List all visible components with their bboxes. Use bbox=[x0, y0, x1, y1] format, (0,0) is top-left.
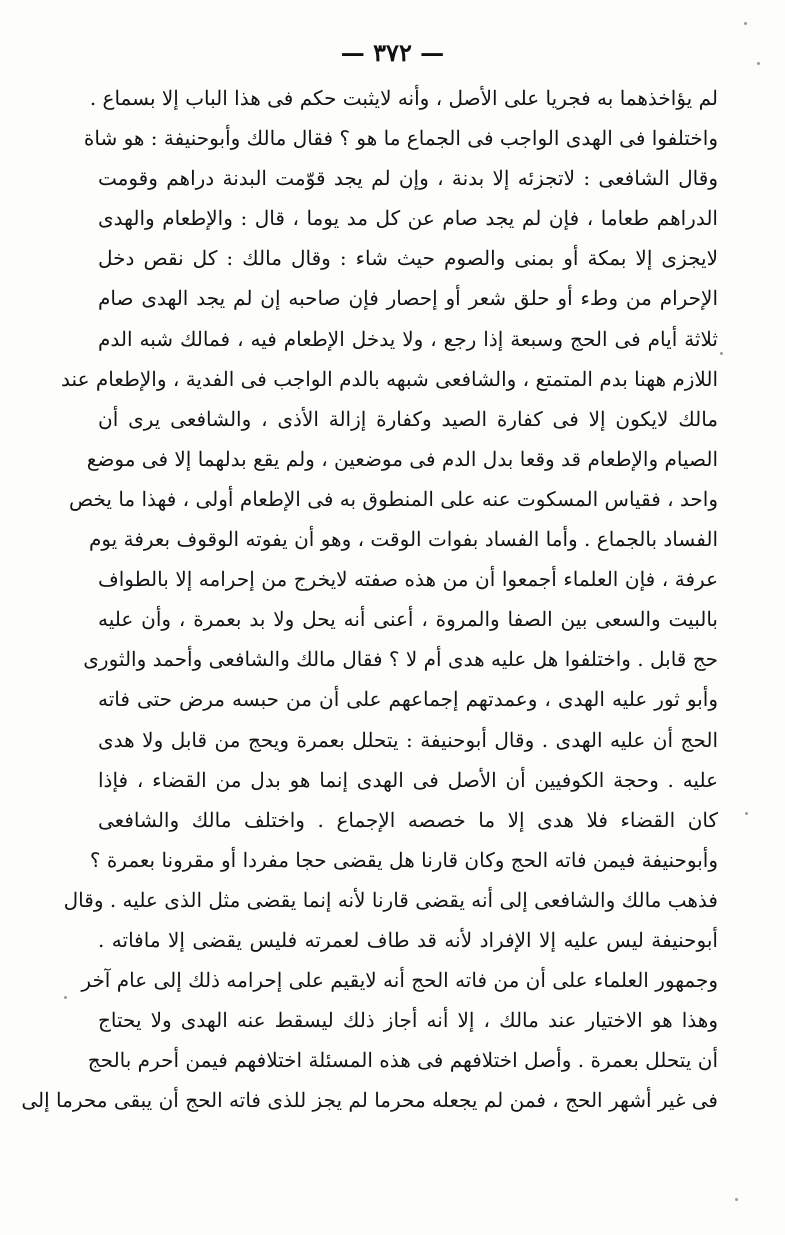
text-line: واحد ، فقياس المسكوت عنه على المنطوق به فى الإطعام أولى ، فهذا ما يخص bbox=[68, 486, 718, 511]
text-line: وأبو ثور عليه الهدى ، وعمدتهم إجماعهم على أن من حبسه مرض حتى فاته bbox=[98, 687, 718, 712]
text-line: لم يؤاخذهما به فجريا على الأصل ، وأنه لايثبت حكم فى هذا الباب إلا بسماع . bbox=[89, 86, 718, 110]
text-line: أبوحنيفة ليس عليه إلا الإفراد لأنه قد طاف لعمرته فليس يقضى إلا مافاته . bbox=[98, 927, 718, 952]
text-line: فى غير أشهر الحج ، فمن لم يجعله محرما لم يجز للذى فاته الحج أن يبقى محرما إلى bbox=[21, 1088, 718, 1113]
text-line: فذهب مالك والشافعى إلى أنه يقضى قارنا لأنه إنما يقضى مثل الذى عليه . وقال bbox=[63, 887, 718, 912]
text-line: وقال الشافعى : لاتجزئه إلا بدنة ، وإن لم يجد قوّمت البدنة دراهم وقومت bbox=[98, 166, 718, 191]
text-line: الدراهم طعاما ، فإن لم يجد صام عن كل مد يوما ، قال : والإطعام والهدى bbox=[98, 206, 718, 231]
scan-speck bbox=[757, 62, 760, 65]
text-line: اللازم ههنا بدم المتمتع ، والشافعى شبهه بالدم الواجب فى الفدية ، والإطعام عند bbox=[61, 366, 718, 391]
text-line: أن يتحلل بعمرة . وأصل اختلافهم فى هذه المسئلة اختلافهم فيمن أحرم بالحج bbox=[87, 1048, 718, 1073]
text-line: الحج أن عليه الهدى . وقال أبوحنيفة : يتحلل بعمرة ويحج من قابل ولا هدى bbox=[98, 727, 718, 752]
page-body-text bbox=[21, 78, 718, 1120]
text-line: واختلفوا فى الهدى الواجب فى الجماع ما هو ؟ فقال مالك وأبوحنيفة : هو شاة bbox=[83, 126, 718, 151]
scan-speck bbox=[64, 996, 67, 999]
text-line: وأبوحنيفة فيمن فاته الحج وكان قارنا هل يقضى حجا مفردا أو مقرونا بعمرة ؟ bbox=[89, 847, 718, 872]
text-line: كان القضاء فلا هدى إلا ما خصصه الإجماع . واختلف مالك والشافعى bbox=[98, 807, 718, 832]
text-line: لايجزى إلا بمكة أو بمنى والصوم حيث شاء : وقال مالك : كل نقص دخل bbox=[98, 246, 718, 271]
text-line: بالبيت والسعى بين الصفا والمروة ، أعنى أنه يحل ولا بد بعمرة ، وأن عليه bbox=[98, 607, 718, 632]
text-line: عرفة ، فإن العلماء أجمعوا أن من هذه صفته لايخرج من إحرامه إلا بالطواف bbox=[98, 567, 718, 592]
scan-speck bbox=[735, 1198, 738, 1201]
text-line: وهذا هو الاختيار عند مالك ، إلا أنه أجاز ذلك ليسقط عنه الهدى ولا يحتاج bbox=[98, 1008, 718, 1033]
page-number: — ٣٧٢ — bbox=[340, 38, 445, 67]
scan-speck bbox=[745, 812, 748, 815]
text-line: ثلاثة أيام فى الحج وسبعة إذا رجع ، ولا يدخل الإطعام فيه ، فمالك شبه الدم bbox=[98, 326, 718, 351]
scan-speck bbox=[744, 22, 747, 25]
text-line: عليه . وحجة الكوفيين أن الأصل فى الهدى إنما هو بدل من القضاء ، فإذا bbox=[98, 767, 718, 792]
scan-speck bbox=[720, 352, 723, 355]
text-line: مالك لايكون إلا فى كفارة الصيد وكفارة إزالة الأذى ، والشافعى يرى أن bbox=[98, 406, 718, 431]
text-line: الإحرام من وطء أو حلق شعر أو إحصار فإن صاحبه إن لم يجد الهدى صام bbox=[98, 286, 718, 311]
text-line: الفساد بالجماع . وأما الفساد بفوات الوقت ، وهو أن يفوته الوقوف بعرفة يوم bbox=[88, 527, 718, 552]
text-line: وجمهور العلماء على أن من فاته الحج أنه لايقيم على إحرامه ذلك إلى عام آخر bbox=[81, 968, 718, 993]
text-line: حج قابل . واختلفوا هل عليه هدى أم لا ؟ فقال مالك والشافعى وأحمد والثورى bbox=[83, 647, 718, 672]
text-line: الصيام والإطعام قد وقعا بدل الدم فى موضعين ، ولم يقع بدلهما إلا فى موضع bbox=[86, 446, 718, 471]
